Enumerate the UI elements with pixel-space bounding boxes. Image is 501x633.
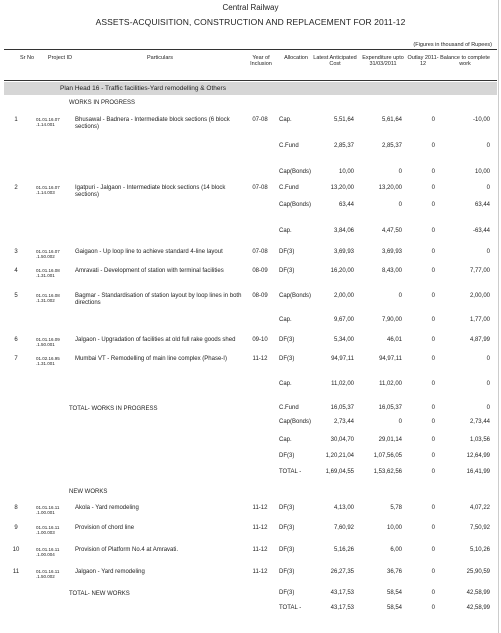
cell-exp: 1,07,56,05 [373,453,402,459]
cell-cost: 4,13,00 [333,505,354,511]
cell-exp: 58,54 [386,590,402,596]
cell-alloc: Cap(Bonds) [279,202,312,208]
cell-alloc: Cap. [279,317,292,323]
cell-cost: 2,85,37 [333,143,354,149]
cell-exp: 16,05,37 [378,405,402,411]
cell-bal: 7,50,92 [469,525,490,531]
cell-bal: 0 [486,143,490,149]
cell-bal: 1,03,56 [469,437,490,443]
cell-exp: 3,69,93 [381,249,402,255]
cell-cost: 2,73,44 [333,419,354,425]
cell-exp: 58,54 [386,605,402,611]
cell-cost: 5,16,26 [333,547,354,553]
cell-bal: 7,77,00 [469,268,490,274]
cell-alloc: C.Fund [279,405,299,411]
cell-exp: 0 [398,169,402,175]
cell-alloc: C.Fund [279,143,299,149]
cell-exp: 0 [398,419,402,425]
cell-alloc: C.Fund [279,185,299,191]
col-project-id: Project ID [47,55,73,61]
cell-cost: 2,00,00 [333,293,354,299]
cell-exp: 6,00 [390,547,402,553]
cell-outlay: 0 [431,525,435,531]
cell-outlay: 0 [431,293,435,299]
cell-pid: 01.01.16.08 .1.31.002 [36,293,60,303]
cell-pid: 01.02.16.95 .1.31.001 [36,356,60,366]
cell-sr: 6 [14,337,18,343]
cell-bal: 0 [486,381,490,387]
col-latest-cost: Latest Anticipated Cost [313,55,357,67]
cell-bal: -10,00 [472,117,490,123]
cell-cost: 10,00 [338,169,354,175]
cell-year: 07-08 [252,117,268,123]
cell-alloc: DF(3) [279,268,295,274]
cell-outlay: 0 [431,268,435,274]
right-border-line [498,0,499,633]
cell-sr: 9 [14,525,18,531]
cell-bal: 0 [486,405,490,411]
cell-bal: 25,90,59 [466,569,490,575]
cell-outlay: 0 [431,405,435,411]
units-note: (Figures in thousand of Rupees) [413,42,492,48]
cell-exp: 10,00 [386,525,402,531]
cell-pid: 01.01.16.11 .1.00.003 [36,525,60,535]
cell-sr: 8 [14,505,18,511]
cell-cost: 13,20,00 [330,185,354,191]
cell-bal: 16,41,99 [466,469,490,475]
section-new-works: NEW WORKS [69,489,108,495]
cell-year: 11-12 [252,505,268,511]
cell-bal: 0 [486,249,490,255]
cell-exp: 2,85,37 [381,143,402,149]
cell-sr: 5 [14,293,18,299]
cell-outlay: 0 [431,202,435,208]
cell-sr: 10 [12,547,20,553]
cell-pid: 01.01.16.11 .1.00.004 [36,547,60,557]
cell-cost: 16,05,37 [330,405,354,411]
cell-exp: 7,90,00 [381,317,402,323]
col-year-inclusion: Year of Inclusion [250,55,272,67]
cell-cost: 1,20,21,04 [325,453,354,459]
cell-pid: 01.01.16.07 .1.50.002 [36,249,60,259]
cell-outlay: 0 [431,117,435,123]
cell-bal: 2,00,00 [469,293,490,299]
cell-sr: 7 [14,356,18,362]
cell-bal: 12,64,99 [466,453,490,459]
cell-cost: 1,69,04,55 [325,469,354,475]
cell-exp: 0 [398,293,402,299]
cell-outlay: 0 [431,337,435,343]
cell-cost: 94,97,11 [331,356,354,362]
cell-part: Bagmar - Standardisation of station layout by loop lines in both directions [75,293,242,306]
cell-part: Akola - Yard remodeling [75,505,139,511]
cell-cost: 26,27,35 [330,569,354,575]
cell-cost: 9,67,00 [333,317,354,323]
cell-alloc: Cap. [279,437,292,443]
cell-sr: 2 [14,185,18,191]
cell-exp: 11,02,00 [379,381,402,387]
cell-year: 11-12 [252,356,268,362]
cell-bal: 5,10,26 [469,547,490,553]
cell-pid: 01.01.16.11 .1.50.002 [36,569,60,579]
cell-alloc: DF(3) [279,547,295,553]
cell-alloc: DF(3) [279,569,295,575]
cell-bal: 1,77,00 [469,317,490,323]
cell-sr: 3 [14,249,18,255]
cell-cost: 43,17,53 [330,590,354,596]
col-sr-no: Sr No [19,55,35,61]
cell-outlay: 0 [431,569,435,575]
cell-outlay: 0 [431,381,435,387]
cell-outlay: 0 [431,169,435,175]
cell-outlay: 0 [431,249,435,255]
cell-alloc: DF(3) [279,505,295,511]
cell-alloc: Cap(Bonds) [279,169,312,175]
cell-outlay: 0 [431,143,435,149]
cell-cost: 7,60,92 [333,525,354,531]
cell-outlay: 0 [431,590,435,596]
cell-alloc: DF(3) [279,590,295,596]
document-title: ASSETS-ACQUISITION, CONSTRUCTION AND REPLACEMENT FOR 2011-12 [95,17,406,27]
col-balance: Balance to complete work [440,55,490,67]
cell-exp: 5,61,64 [381,117,402,123]
cell-bal: 10,00 [474,169,490,175]
cell-cost: 63,44 [338,202,354,208]
cell-bal: 63,44 [474,202,490,208]
cell-bal: 0 [486,185,490,191]
cell-sr: 4 [14,268,18,274]
cell-exp: 5,78 [390,505,402,511]
cell-outlay: 0 [431,505,435,511]
cell-pid: 01.01.16.11 .1.00.001 [36,505,60,515]
cell-outlay: 0 [431,605,435,611]
header-bottom-rule [4,80,497,81]
cell-outlay: 0 [431,185,435,191]
cell-year: 07-08 [252,249,268,255]
header-top-rule [4,49,497,50]
cell-pid: 01.01.16.07 .1.14.001 [36,117,60,127]
cell-part: Jalgaon - Yard remodeling [75,569,145,575]
cell-bal: 0 [486,356,490,362]
cell-sr: 11 [12,569,20,575]
cell-year: 08-09 [252,268,268,274]
cell-year: 07-08 [252,185,268,191]
cell-exp: 4,47,50 [381,228,402,234]
col-allocation: Allocation [284,55,308,61]
cell-bal: 42,58,99 [466,590,490,596]
cell-exp: 46,01 [386,337,402,343]
cell-bal: 2,73,44 [469,419,490,425]
cell-exp: 94,97,11 [379,356,402,362]
cell-cost: 3,84,06 [333,228,354,234]
cell-bal: -63,44 [472,228,490,234]
cell-outlay: 0 [431,317,435,323]
cell-sr: 1 [14,117,18,123]
col-expenditure: Expenditure upto 31/03/2011 [362,55,404,67]
cell-alloc: Cap. [279,381,292,387]
cell-cost: 3,69,93 [333,249,354,255]
cell-alloc: TOTAL - [279,469,302,475]
cell-cost: 5,51,64 [333,117,354,123]
cell-outlay: 0 [431,547,435,553]
cell-alloc: DF(3) [279,453,295,459]
cell-part: Amravati - Development of station with terminal facilities [75,268,224,274]
cell-alloc: DF(3) [279,249,295,255]
cell-outlay: 0 [431,469,435,475]
col-outlay: Outlay 2011-12 [407,55,439,67]
cell-part: Bhusawal - Badnera - Intermediate block sections (6 block sections) [75,117,230,130]
total-works-in-progress-label: TOTAL- WORKS IN PROGRESS [69,406,158,412]
cell-cost: 16,20,00 [330,268,354,274]
cell-part: Mumbai VT - Remodelling of main line complex (Phase-I) [75,356,227,362]
cell-year: 11-12 [252,547,268,553]
cell-alloc: Cap(Bonds) [279,293,312,299]
cell-year: 11-12 [252,569,268,575]
cell-cost: 5,34,00 [333,337,354,343]
cell-pid: 01.01.16.08 .1.31.001 [36,268,60,278]
cell-alloc: DF(3) [279,337,295,343]
cell-cost: 43,17,53 [330,605,354,611]
cell-alloc: DF(3) [279,356,295,362]
cell-outlay: 0 [431,437,435,443]
cell-part: Provision of Platform No.4 at Amravati. [75,547,179,553]
cell-exp: 29,01,14 [378,437,402,443]
cell-year: 09-10 [252,337,268,343]
cell-outlay: 0 [431,228,435,234]
cell-year: 08-09 [252,293,268,299]
cell-exp: 0 [398,202,402,208]
section-works-in-progress: WORKS IN PROGRESS [69,100,136,106]
total-new-works-label: TOTAL- NEW WORKS [69,591,130,597]
cell-outlay: 0 [431,419,435,425]
cell-part: Igatpuri - Jalgaon - Intermediate block sections (14 block sections) [75,185,226,198]
cell-exp: 1,53,62,56 [373,469,402,475]
cell-bal: 4,87,99 [469,337,490,343]
cell-bal: 42,58,99 [466,605,490,611]
cell-cost: 11,02,00 [331,381,354,387]
cell-outlay: 0 [431,453,435,459]
cell-year: 11-12 [252,525,268,531]
cell-exp: 36,76 [386,569,402,575]
cell-alloc: DF(3) [279,525,295,531]
cell-cost: 30,04,70 [330,437,354,443]
cell-exp: 8,43,00 [381,268,402,274]
cell-alloc: Cap. [279,117,292,123]
cell-alloc: Cap(Bonds) [279,419,312,425]
cell-pid: 01.01.16.07 .1.14.003 [36,185,60,195]
cell-outlay: 0 [431,356,435,362]
cell-alloc: TOTAL - [279,605,302,611]
plan-head-label: Plan Head 16 - Traffic facilities-Yard remodelling & Others [60,85,226,92]
cell-bal: 4,07,22 [469,505,490,511]
cell-alloc: Cap. [279,228,292,234]
railway-name: Central Railway [222,3,279,12]
cell-part: Provision of chord line [75,525,135,531]
cell-pid: 01.01.16.09 .1.50.001 [36,337,60,347]
cell-part: Jalgaon - Upgradation of facilities at old full rake goods shed [75,337,236,343]
cell-exp: 13,20,00 [378,185,402,191]
cell-part: Gaigaon - Up loop line to achieve standard 4-line layout [75,249,223,255]
col-particulars: Particulars [147,55,173,61]
